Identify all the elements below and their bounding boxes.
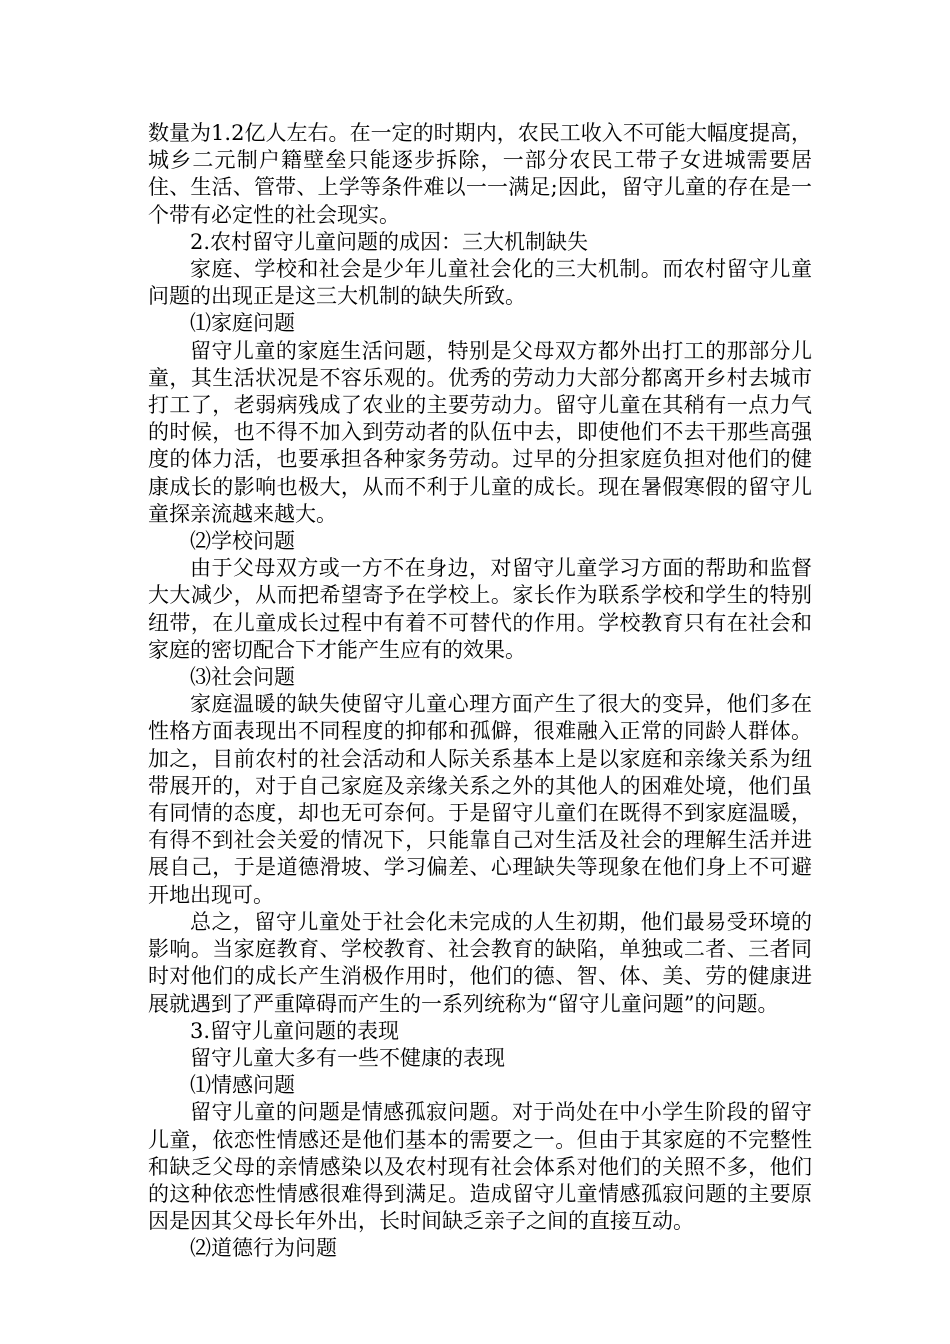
- paragraph-summary: 总之，留守儿童处于社会化未完成的人生初期，他们最易受环境的影响。当家庭教育、学校教育、社会教育的缺陷，单独或二者、三者同时对他们的成长产生消极作用时，他们的德、智、体、美、劳的健康进展就遇到了严重障碍而产生的一系列统称为“留守儿童问题”的问题。: [148, 909, 812, 1016]
- document-page: [148, 120, 812, 1263]
- subheading-school: ⑵学校问题: [190, 529, 295, 554]
- paragraph-school-problem: 由于父母双方或一方不在身边，对留守儿童学习方面的帮助和监督大大减少，从而把希望寄予在学校上。家长作为联系学校和学生的特别纽带，在儿童成长过程中有着不可替代的作用。学校教育只有在社会和家庭的密切配合下才能产生应有的效果。: [148, 556, 812, 662]
- paragraph-three-mechanisms: 家庭、学校和社会是少年儿童社会化的三大机制。而农村留守儿童问题的出现正是这三大机制的缺失所致。: [148, 257, 812, 309]
- subheading-family: ⑴家庭问题: [190, 311, 295, 336]
- section-heading-manifestations: 3.留守儿童问题的表现: [190, 1018, 400, 1043]
- paragraph-population-reality: 数量为1.2亿人左右。在一定的时期内，农民工收入不可能大幅度提高，城乡二元制户籍壁垒只能逐步拆除，一部分农民工带子女进城需要居住、生活、管带、上学等条件难以一一满足;因此，留守儿童的存在是一个带有必定性的社会现实。: [148, 121, 812, 227]
- paragraph-emotion-problem: 留守儿童的问题是情感孤寂问题。对于尚处在中小学生阶段的留守儿童，依恋性情感还是他们基本的需要之一。但由于其家庭的不完整性和缺乏父母的亲情感染以及农村现有社会体系对他们的关照不多，他们的这种依恋性情感很难得到满足。造成留守儿童情感孤寂问题的主要原因是因其父母长年外出，长时间缺乏亲子之间的直接互动。: [148, 1100, 812, 1234]
- paragraph-family-problem: 留守儿童的家庭生活问题，特别是父母双方都外出打工的那部分儿童，其生活状况是不容乐观的。优秀的劳动力大部分都离开乡村去城市打工了，老弱病残成了农业的主要劳动力。留守儿童在其稍有一点力气的时候，也不得不加入到劳动者的队伍中去，即使他们不去干那些高强度的体力活，也要承担各种家务劳动。过早的分担家庭负担对他们的健康成长的影响也极大，从而不利于儿童的成长。现在暑假寒假的留守儿童探亲流越来越大。: [148, 338, 812, 526]
- subheading-emotion: ⑴情感问题: [190, 1073, 295, 1098]
- section-heading-causes: 2.农村留守儿童问题的成因：三大机制缺失: [190, 229, 589, 254]
- subheading-moral-behavior: ⑵道德行为问题: [190, 1236, 337, 1261]
- subheading-society: ⑶社会问题: [190, 665, 295, 690]
- paragraph-manifestations-intro: 留守儿童大多有一些不健康的表现: [190, 1045, 505, 1070]
- paragraph-society-problem: 家庭温暖的缺失使留守儿童心理方面产生了很大的变异，他们多在性格方面表现出不同程度的抑郁和孤僻，很难融入正常的同龄人群体。加之，目前农村的社会活动和人际关系基本上是以家庭和亲缘关系为纽带展开的，对于自己家庭及亲缘关系之外的其他人的困难处境，他们虽有同情的态度，却也无可奈何。于是留守儿童们在既得不到家庭温暖，有得不到社会关爱的情况下，只能靠自己对生活及社会的理解生活并进展自己，于是道德滑坡、学习偏差、心理缺失等现象在他们身上不可避开地出现可。: [148, 692, 812, 907]
